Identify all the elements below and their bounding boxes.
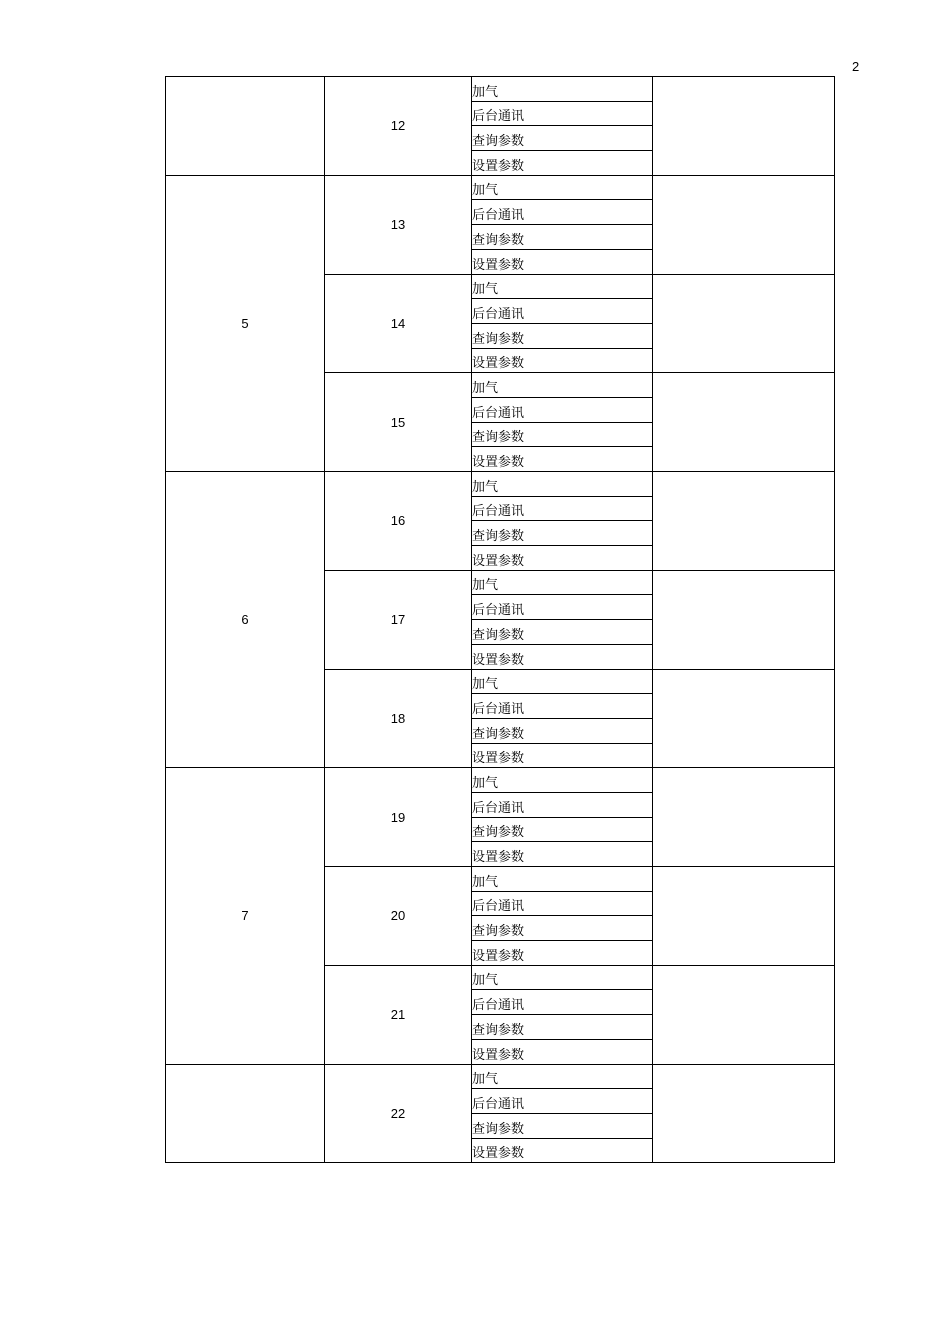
test-item-cell: 查询参数	[472, 521, 653, 546]
test-item-cell: 设置参数	[472, 151, 653, 176]
remark-cell	[653, 175, 835, 274]
test-item-cell: 加气	[472, 1064, 653, 1089]
test-item-cell: 加气	[472, 669, 653, 694]
remark-cell	[653, 472, 835, 571]
test-item-cell: 加气	[472, 472, 653, 497]
group-number-cell: 6	[166, 472, 325, 768]
test-item-cell: 查询参数	[472, 916, 653, 941]
test-item-cell: 后台通讯	[472, 595, 653, 620]
test-item-cell: 后台通讯	[472, 990, 653, 1015]
test-item-cell: 查询参数	[472, 1113, 653, 1138]
test-item-cell: 设置参数	[472, 842, 653, 867]
test-item-cell: 加气	[472, 768, 653, 793]
remark-cell	[653, 867, 835, 966]
unit-number-cell: 18	[325, 669, 472, 768]
unit-number-cell: 21	[325, 965, 472, 1064]
unit-number-cell: 12	[325, 77, 472, 176]
test-item-cell: 后台通讯	[472, 694, 653, 719]
test-item-cell: 设置参数	[472, 447, 653, 472]
unit-number-cell: 17	[325, 570, 472, 669]
remark-cell	[653, 274, 835, 373]
test-item-cell: 设置参数	[472, 743, 653, 768]
test-item-cell: 加气	[472, 274, 653, 299]
remark-cell	[653, 965, 835, 1064]
unit-number-cell: 22	[325, 1064, 472, 1163]
unit-number-cell: 14	[325, 274, 472, 373]
test-item-cell: 加气	[472, 867, 653, 892]
test-item-cell: 设置参数	[472, 1138, 653, 1163]
test-item-cell: 加气	[472, 373, 653, 398]
unit-number-cell: 19	[325, 768, 472, 867]
test-item-cell: 后台通讯	[472, 496, 653, 521]
test-item-cell: 查询参数	[472, 620, 653, 645]
table-row	[166, 1064, 835, 1089]
page-number: 2	[852, 59, 860, 74]
test-item-cell: 设置参数	[472, 1039, 653, 1064]
test-item-cell: 加气	[472, 77, 653, 102]
test-item-cell: 查询参数	[472, 126, 653, 151]
unit-number-cell: 15	[325, 373, 472, 472]
test-item-cell: 查询参数	[472, 718, 653, 743]
test-item-cell: 后台通讯	[472, 101, 653, 126]
test-item-cell: 后台通讯	[472, 299, 653, 324]
remark-cell	[653, 669, 835, 768]
remark-cell	[653, 768, 835, 867]
test-item-cell: 查询参数	[472, 225, 653, 250]
test-item-cell: 查询参数	[472, 1015, 653, 1040]
test-item-cell: 设置参数	[472, 644, 653, 669]
unit-number-cell: 20	[325, 867, 472, 966]
test-item-cell: 后台通讯	[472, 397, 653, 422]
test-record-table	[165, 76, 835, 1163]
remark-cell	[653, 77, 835, 176]
test-item-cell: 后台通讯	[472, 792, 653, 817]
test-item-cell: 加气	[472, 965, 653, 990]
table-row	[166, 472, 835, 497]
remark-cell	[653, 570, 835, 669]
test-item-cell: 后台通讯	[472, 200, 653, 225]
test-item-cell: 加气	[472, 570, 653, 595]
group-number-cell	[166, 1064, 325, 1163]
test-item-cell: 后台通讯	[472, 1089, 653, 1114]
unit-number-cell: 13	[325, 175, 472, 274]
test-item-cell: 查询参数	[472, 323, 653, 348]
test-item-cell: 后台通讯	[472, 891, 653, 916]
remark-cell	[653, 373, 835, 472]
test-item-cell: 查询参数	[472, 817, 653, 842]
table-row	[166, 768, 835, 793]
test-item-cell: 加气	[472, 175, 653, 200]
test-item-cell: 设置参数	[472, 249, 653, 274]
table-row	[166, 175, 835, 200]
remark-cell	[653, 1064, 835, 1163]
table-row	[166, 77, 835, 102]
test-item-cell: 查询参数	[472, 422, 653, 447]
group-number-cell	[166, 77, 325, 176]
test-item-cell: 设置参数	[472, 546, 653, 571]
group-number-cell: 7	[166, 768, 325, 1064]
group-number-cell: 5	[166, 175, 325, 471]
unit-number-cell: 16	[325, 472, 472, 571]
test-item-cell: 设置参数	[472, 348, 653, 373]
test-item-cell: 设置参数	[472, 941, 653, 966]
